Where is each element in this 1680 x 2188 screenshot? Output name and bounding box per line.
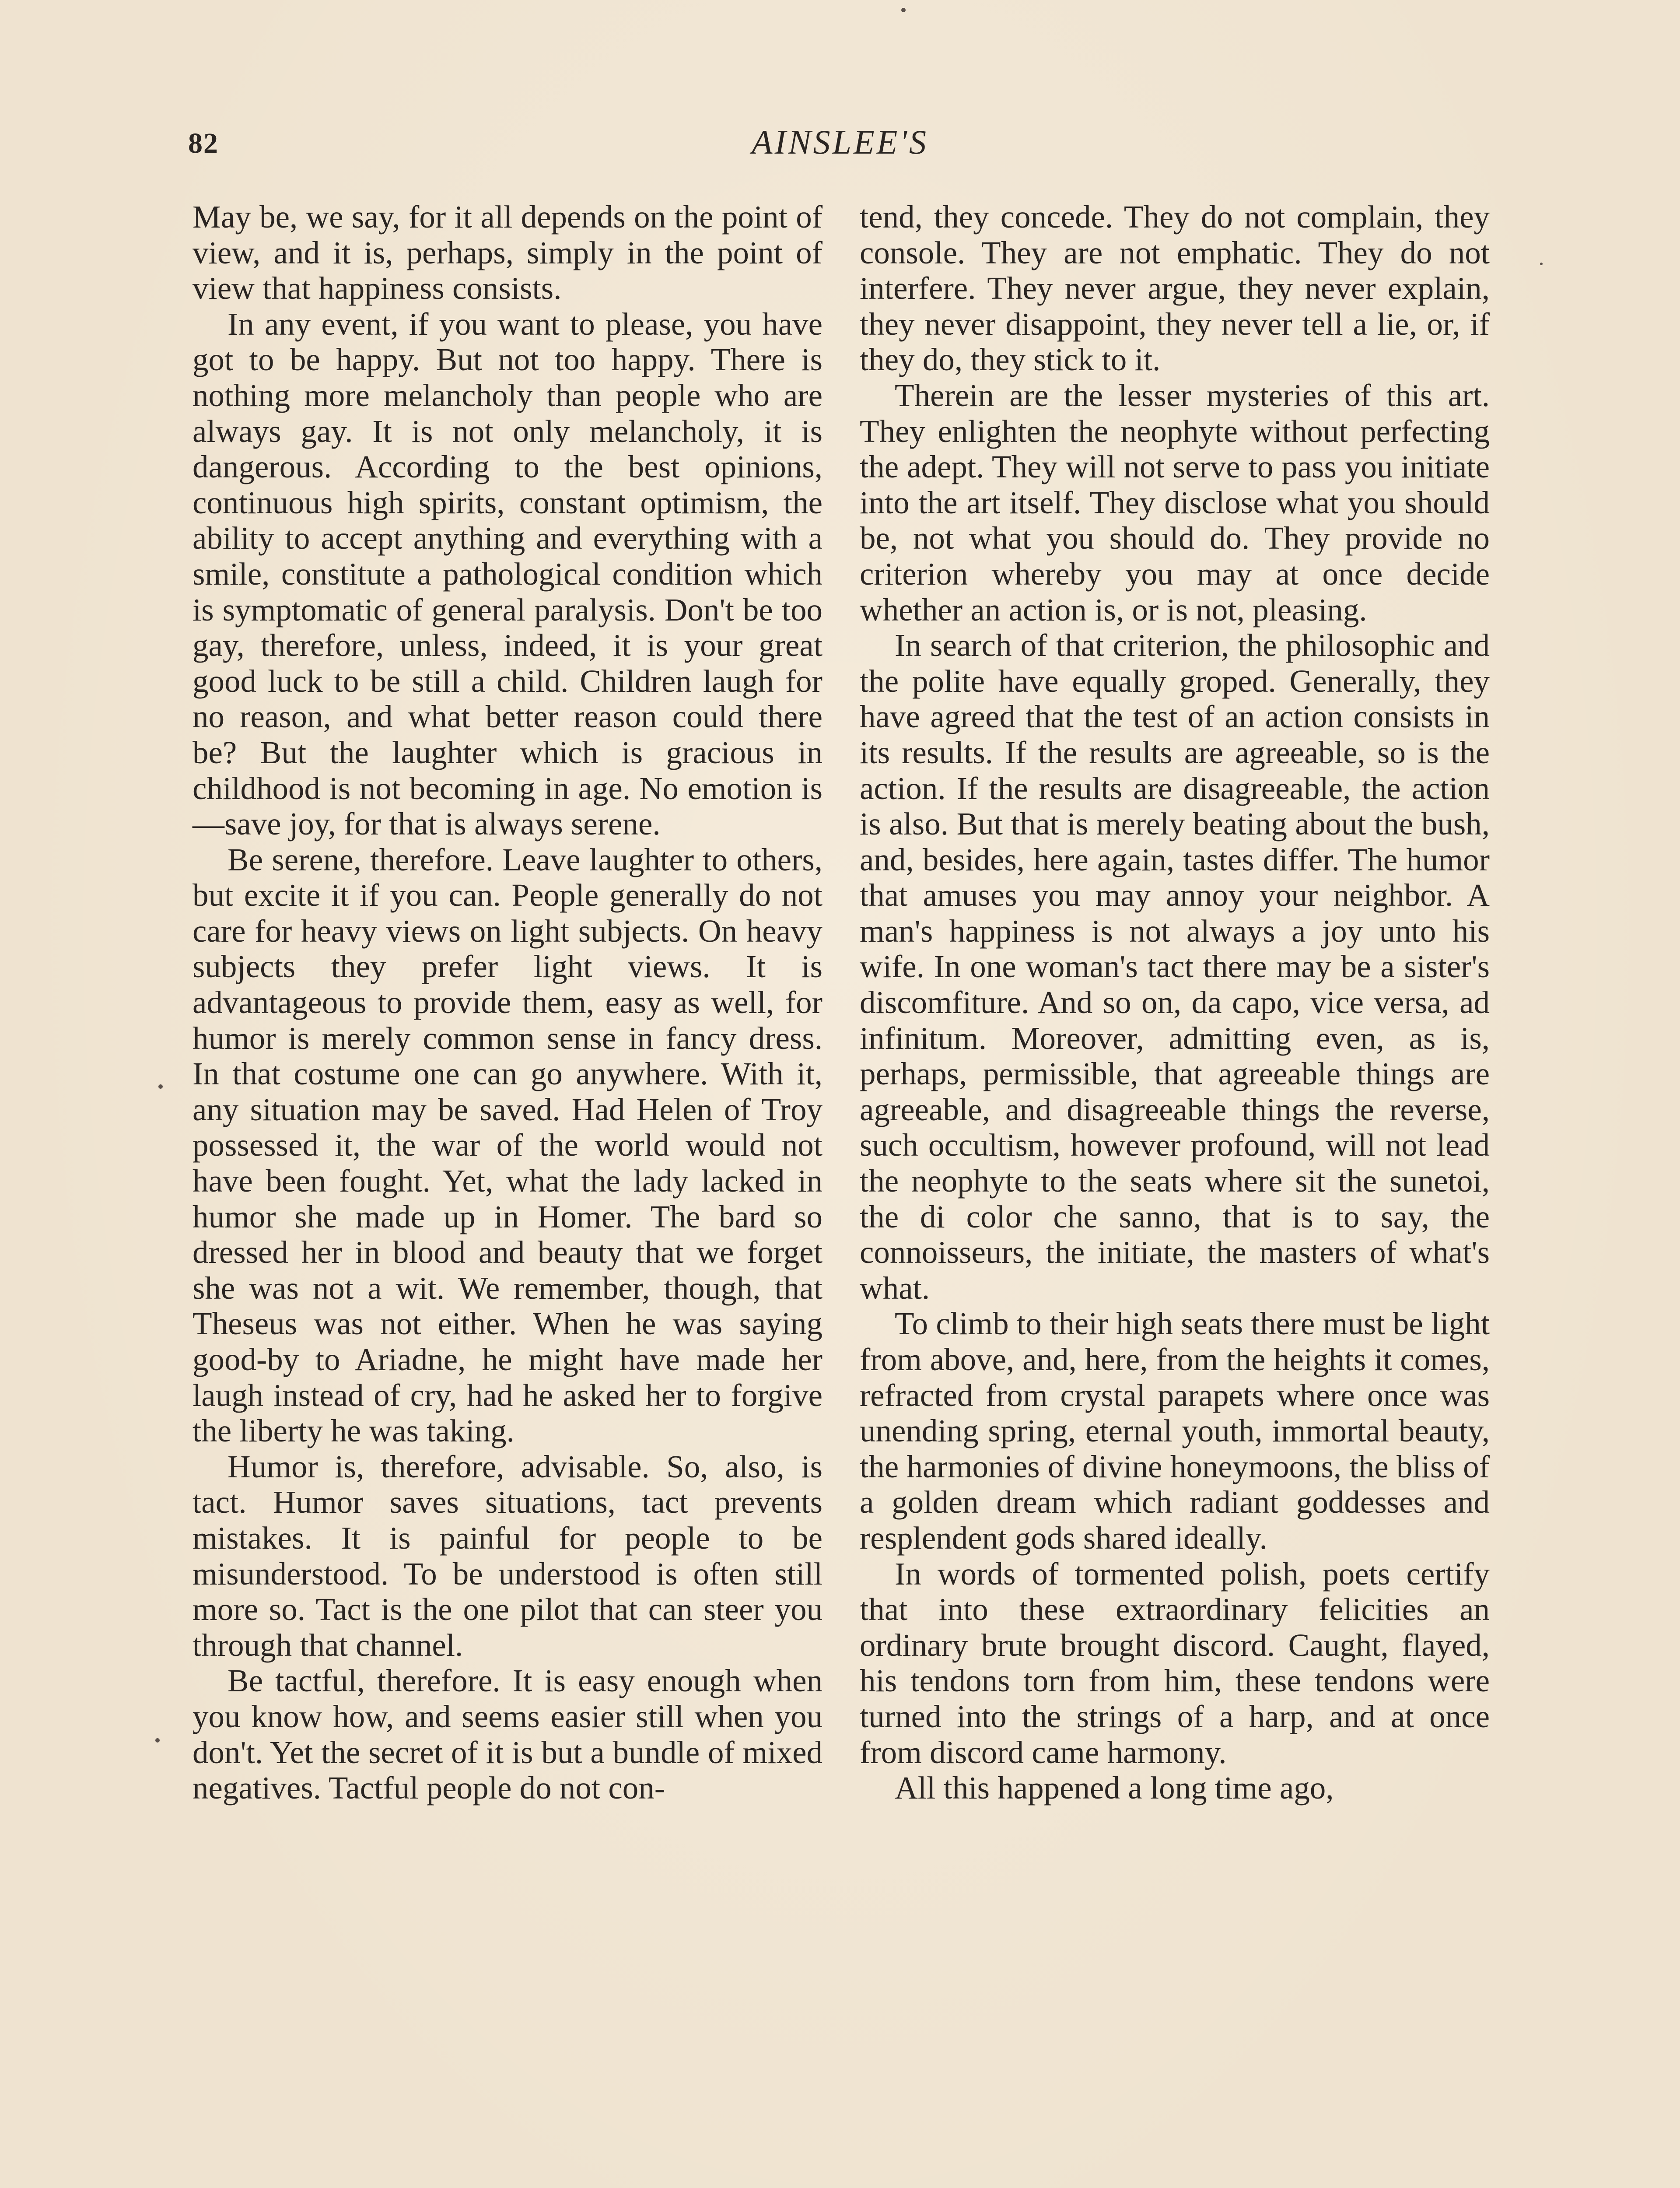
right-column <box>860 199 1490 1806</box>
paper-speck <box>158 1084 163 1089</box>
paragraph: All this happened a long time ago, <box>895 1770 1334 1806</box>
paper-speck <box>155 1738 160 1743</box>
left-column <box>192 199 822 1806</box>
paragraph: Be tactful, therefore. It is easy enough when you know how, and seems easier still when you don't. Yet the secret of it is but a bundle of mixed negatives. Tactful people do not con- <box>192 1663 822 1806</box>
page-number: 82 <box>188 127 219 159</box>
paragraph: To climb to their high seats there must be light from above, and, here, from the heights it comes, refracted from crystal parapets where once was unending spring, eternal youth, immortal beauty, the harmonies of divine honeymoons, the bliss of a golden dream which radiant goddesses and resplendent gods shared ideally. <box>860 1306 1490 1556</box>
paper-speck <box>901 8 906 12</box>
paragraph: tend, they concede. They do not complain, they console. They are not emphatic. They do not interfere. They never argue, they never explain, they never disappoint, they never tell a lie, or, if they do, they stick to it. <box>860 199 1490 378</box>
paragraph: Be serene, therefore. Leave laughter to others, but excite it if you can. People generally do not care for heavy views on light subjects. On heavy subjects they prefer light views. It is advantageous to provide them, easy as well, for humor is merely common sense in fancy dress. In that costume one can go anywhere. With it, any situation may be saved. Had Helen of Troy possessed it, the war of the world would not have been fought. Yet, what the lady lacked in humor she made up in Homer. The bard so dressed her in blood and beauty that we forget she was not a wit. We remember, though, that Theseus was not either. When he was saying good-by to Ariadne, he might have made her laugh instead of cry, had he asked her to forgive the liberty he was taking. <box>192 842 822 1449</box>
paragraph: In words of tormented polish, poets certify that into these extraordinary felicities an ordinary brute brought discord. Caught, flayed, his tendons torn from him, these tendons were turned into the strings of a harp, and at once from discord came harmony. <box>860 1556 1490 1770</box>
paragraph: May be, we say, for it all depends on the point of view, and it is, perhaps, simply in the point of view that happiness consists. <box>192 199 822 306</box>
paragraph: In any event, if you want to please, you have got to be happy. But not too happy. There is nothing more melancholy than people who are always gay. It is not only melancholy, it is dangerous. According to the best opinions, continuous high spirits, constant optimism, the ability to accept anything and everything with a smile, constitute a pathological condition which is symptomatic of general paralysis. Don't be too gay, therefore, unless, indeed, it is your great good luck to be still a child. Children laugh for no reason, and what better reason could there be? But the laughter which is gracious in childhood is not becoming in age. No emotion is —save joy, for that is always serene. <box>192 306 822 842</box>
page-header <box>188 118 1492 171</box>
paragraph: Therein are the lesser mysteries of this art. They enlighten the neophyte without perfecting the adept. They will not serve to pass you initiate into the art itself. They disclose what you should be, not what you should do. They provide no criterion whereby you may at once decide whether an action is, or is not, pleasing. <box>860 377 1490 628</box>
paragraph: Humor is, therefore, advisable. So, also, is tact. Humor saves situations, tact prevents mistakes. It is painful for people to be misunderstood. To be understood is often still more so. Tact is the one pilot that can steer you through that channel. <box>192 1448 822 1663</box>
paper-speck <box>1540 263 1543 265</box>
running-head: AINSLEE'S <box>752 123 928 161</box>
paragraph: In search of that criterion, the philosophic and the polite have equally groped. Generally, they have agreed that the test of an action consists in its results. If the results are agreeable, so is the action. If the results are disagreeable, the action is also. But that is merely beating about the bush, and, besides, here again, tastes differ. The humor that amuses you may annoy your neighbor. A man's happiness is not always a joy unto his wife. In one woman's tact there may be a sister's discomfiture. And so on, da capo, vice versa, ad infinitum. Moreover, admitting even, as is, perhaps, permissible, that agreeable things are agreeable, and disagreeable things the reverse, such occultism, however profound, will not lead the neophyte to the seats where sit the sunetoi, the di color che sanno, that is to say, the connoisseurs, the initiate, the masters of what's what. <box>860 628 1490 1306</box>
